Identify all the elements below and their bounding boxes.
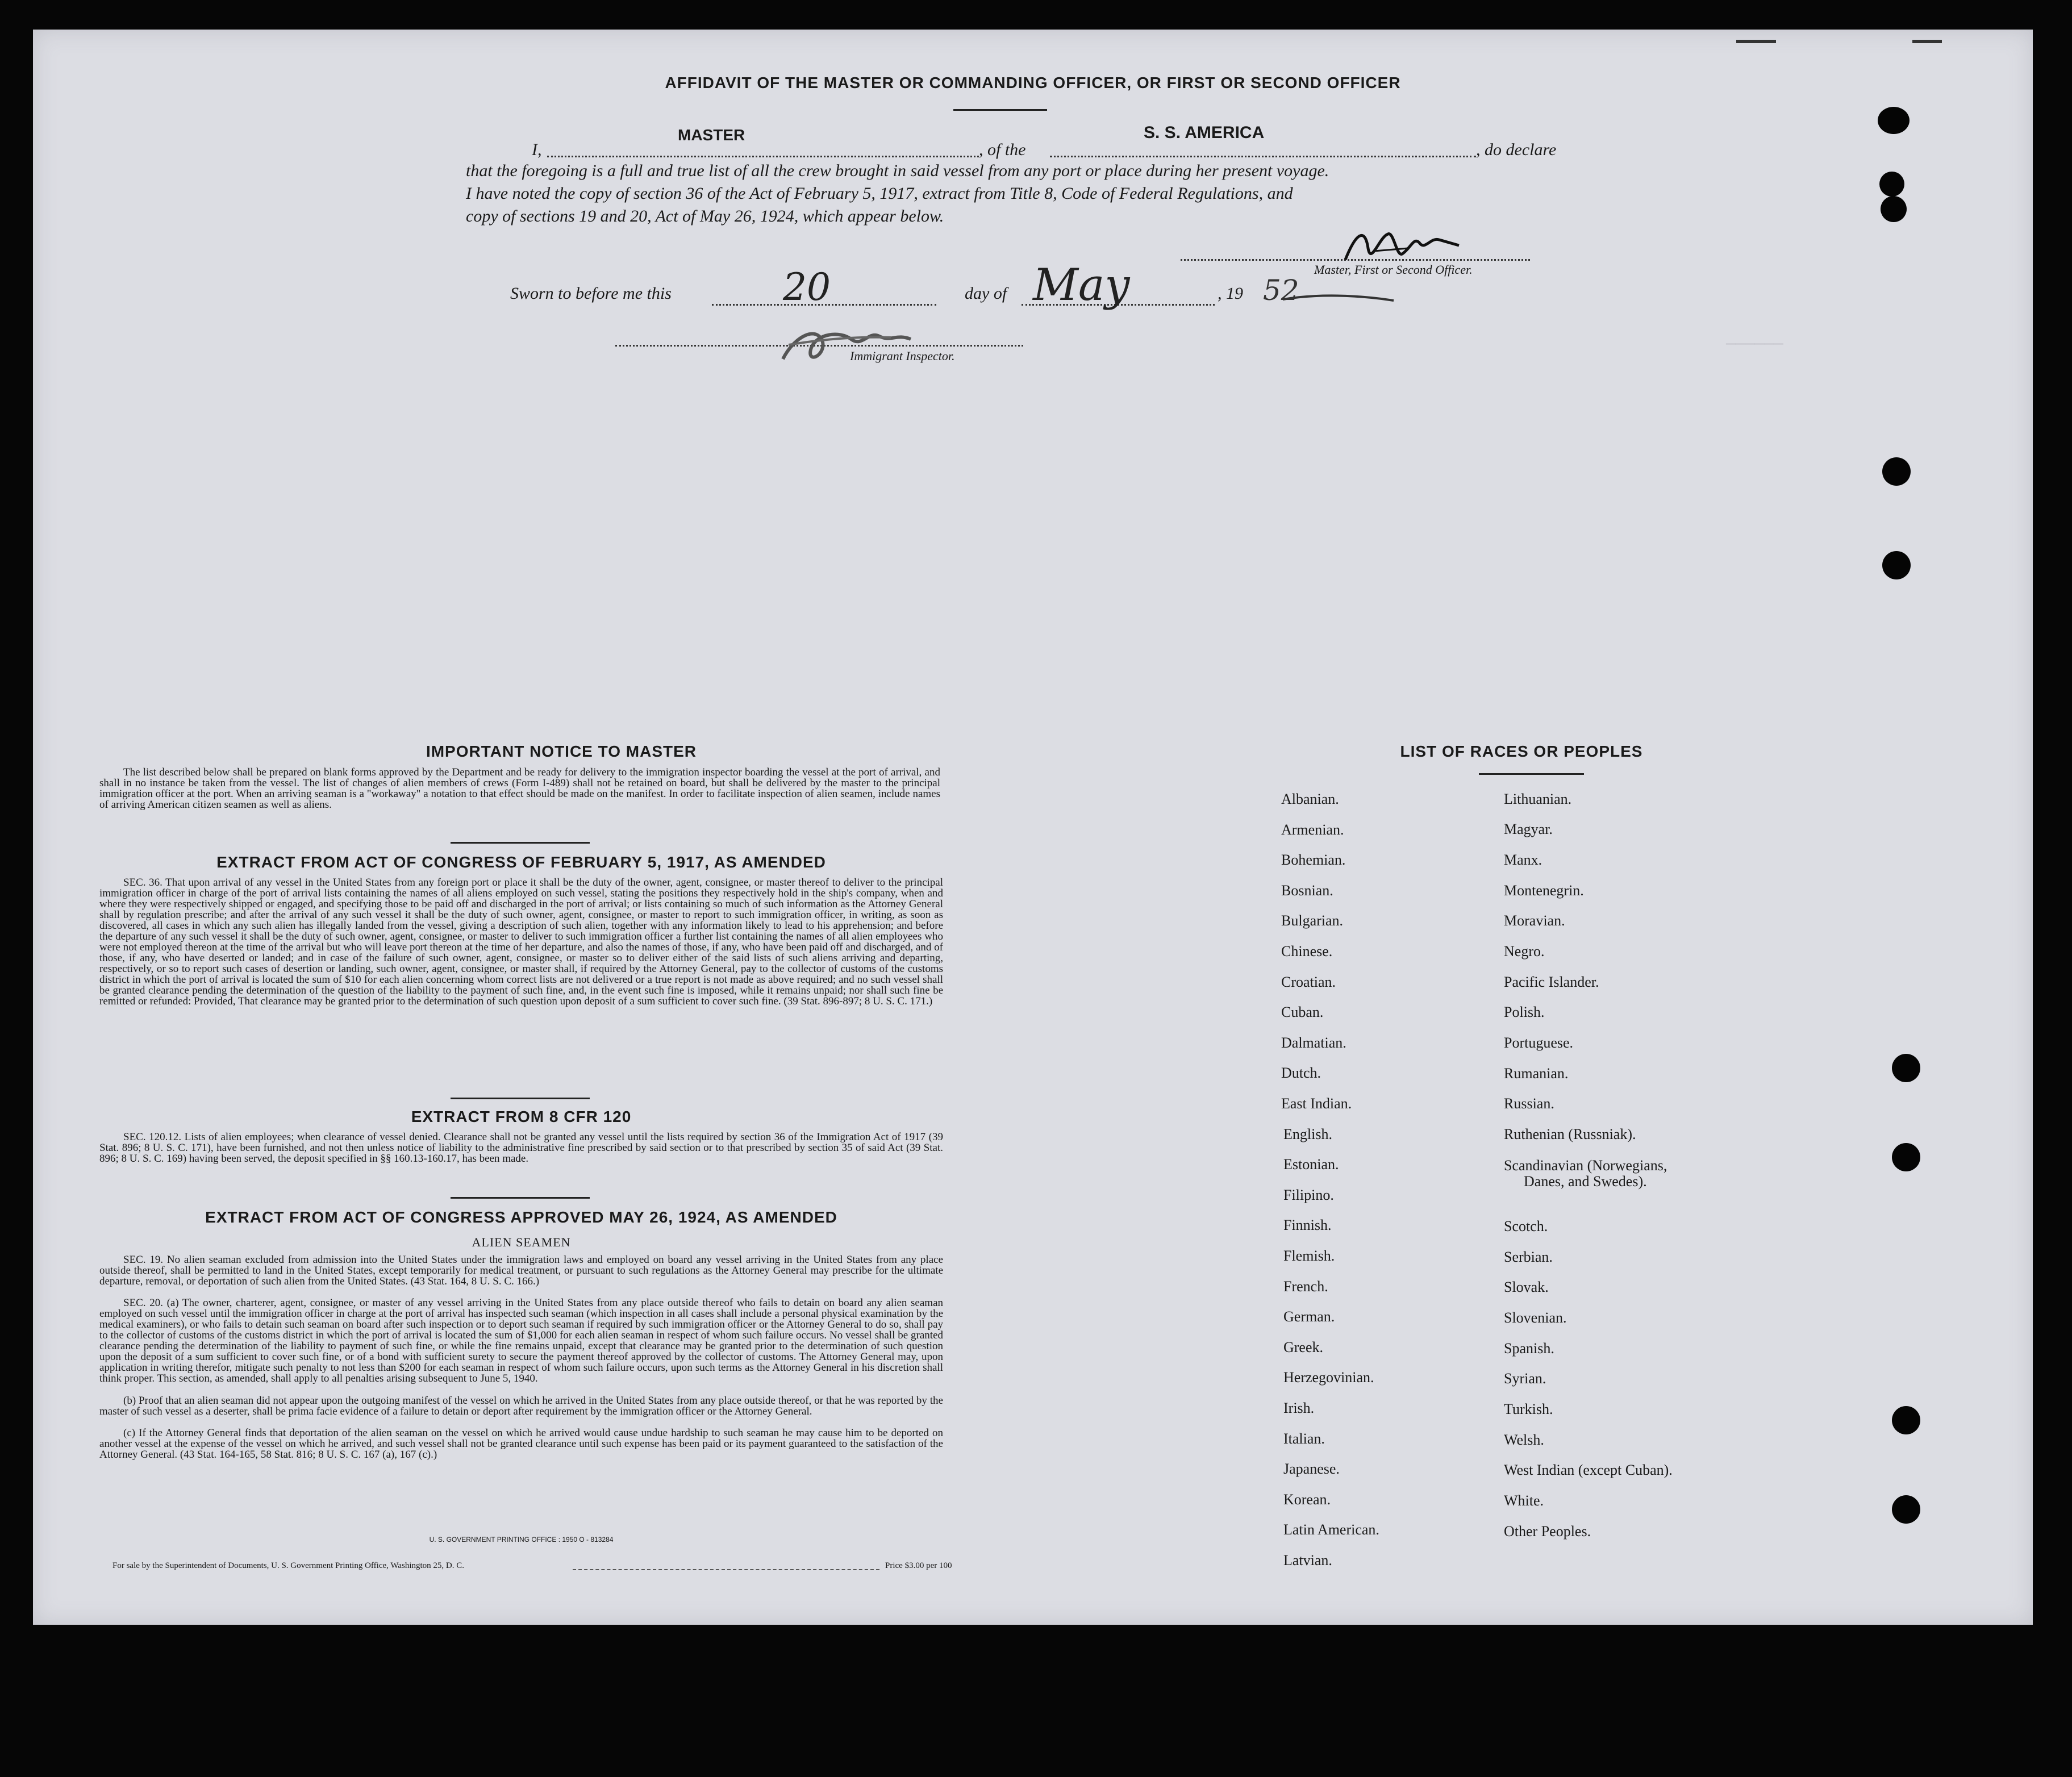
of-the-label: , of the — [979, 140, 1026, 159]
rule-1 — [451, 842, 590, 844]
race-item: Estonian. — [1283, 1156, 1339, 1173]
race-item: Korean. — [1283, 1491, 1331, 1508]
punch-hole — [1892, 1143, 1920, 1171]
extract-1924-sec20c: (c) If the Attorney General finds that deportation of the alien seaman on the vessel on which he arrived would cause undue hardship to such seaman he may cause him to be deported on another vessel at the expense of the vessel on which he arrived, and such vessel shall not be granted clearance until such expense has been paid or its payment guaranteed to the satisfaction of the Attorney General. (43 Stat. 164-165, 58 Stat. 816; 8 U. S. C. 167 (a), 167 (c).) — [99, 1427, 943, 1461]
race-item: White. — [1504, 1492, 1544, 1509]
race-item: Pacific Islander. — [1504, 974, 1599, 990]
race-item: Bulgarian. — [1281, 912, 1344, 929]
race-item: Ruthenian (Russniak). — [1504, 1126, 1636, 1142]
day-value: 20 — [783, 265, 831, 309]
corner-mark-2 — [1912, 40, 1942, 43]
race-item: Italian. — [1283, 1430, 1325, 1447]
race-item: English. — [1283, 1125, 1332, 1142]
year-value: 52 — [1263, 274, 1299, 307]
sworn-label: Sworn to before me this — [510, 284, 672, 303]
day-of-label: day of — [965, 284, 1007, 303]
race-item: Turkish. — [1504, 1401, 1553, 1417]
race-item: Spanish. — [1504, 1340, 1554, 1357]
rule-2 — [451, 1098, 590, 1099]
punch-hole — [1881, 196, 1907, 222]
race-item: Scotch. — [1504, 1218, 1548, 1234]
punch-hole — [1892, 1495, 1920, 1524]
extract-cfr-title: EXTRACT FROM 8 CFR 120 — [411, 1108, 632, 1125]
race-item: Other Peoples. — [1504, 1523, 1591, 1540]
extract-cfr-body: SEC. 120.12. Lists of alien employees; when clearance of vessel denied. Clearance shall not be granted any vessel until the lists required by section 36 of the Immigration Act of 1917 (39 Stat. 896; 8 U. S. C. 171), have been furnished, and not then unless notice of liability to the administrative fine prescribed by said section or to that prescribed by section 35 of said Act (39 Stat. 896; 8 U. S. C. 169) having been served, the deposit specified in §§ 160.13-160.17, has been made. — [99, 1131, 943, 1165]
race-item: East Indian. — [1281, 1095, 1352, 1112]
extract-1924-sec20a: SEC. 20. (a) The owner, charterer, agent, consignee, or master of any vessel arriving in the United States from any place outside thereof who fails to detain on board any alien seaman employed on such vessel until the immigration officer in charge at the port of arrival has inspected such seaman (which inspection in all cases shall include a personal physical examination by the medical examiners), or who fails to detain such seaman on board after such inspection or to deport such seaman if required by such immigration officer or the Attorney General to do so, shall pay to the collector of customs of the customs district in which the port of arrival is located the sum of $1,000 for each alien seaman in respect of whom such failure occurs. No vessel shall be granted clearance pending the determination of the liability to payment of such fine, or while the fine remains unpaid, except that clearance may be granted prior to the determination of such question upon the deposit of a sum sufficient to cover such fine, or of a bond with sufficient surety to secure the payment thereof approved by the collector of customs. The Attorney General may, upon application in writing therefor, mitigate such penalty to not less than $200 for each seaman in respect of whom such failure occurs, upon such terms as the Attorney General in his discretion shall think proper. This section, as amended, shall apply to all penalties arising subsequent to June 5, 1940. — [99, 1297, 943, 1384]
inspector-caption: Immigrant Inspector. — [850, 349, 955, 363]
race-item: German. — [1283, 1308, 1335, 1325]
race-item: Flemish. — [1283, 1248, 1335, 1264]
race-item: Dutch. — [1281, 1065, 1321, 1082]
master-value: MASTER — [678, 126, 745, 144]
race-item: Moravian. — [1504, 912, 1565, 929]
race-item: Slovenian. — [1504, 1309, 1567, 1326]
printing-office-note: U. S. GOVERNMENT PRINTING OFFICE : 1950 O - 813284 — [429, 1536, 614, 1544]
extract-1924-title: EXTRACT FROM ACT OF CONGRESS APPROVED MAY 26, 1924, AS AMENDED — [205, 1208, 837, 1226]
punch-hole — [1878, 107, 1910, 134]
race-item: Serbian. — [1504, 1249, 1553, 1265]
race-item: Herzegovinian. — [1283, 1369, 1374, 1386]
rule-3 — [451, 1197, 590, 1199]
race-item: Albanian. — [1281, 791, 1339, 807]
extract-1917-body: SEC. 36. That upon arrival of any vessel in the United States from any foreign port or place it shall be the duty of the owner, agent, consignee, or master thereof to deliver to the principal immigration officer in charge of the port of arrival lists containing the names of all aliens employed on such vessel, stating the positions they respectively hold in the ship's company, when and where they were respectively shipped or engaged, and specifying those to be paid off and discharged in the port of arrival; or lists containing so much of such information as the Attorney General shall by regulation prescribe; and after the arrival of any such vessel it shall be the duty of such owner, agent, consignee, or master to report to such immigration officer, in writing, as soon as discovered, all cases in which any such alien has illegally landed from the vessel, giving a description of such alien, together with any information likely to lead to his apprehension; and before the departure of any such vessel it shall be the duty of such owner, agent, consignee, or master to deliver to such immigration officer a further list containing the names of all alien employees who were not employed thereon at the time of the arrival but who will leave port thereon at the time of her departure, and also the names of those, if any, who have been paid off and discharged, and of those, if any, who have deserted or landed; and in case of the failure of such owner, agent, consignee, or master so to deliver either of the said lists of such aliens arriving and departing, respectively, or so to report such cases of desertion or landing, such owner, agent, consignee, or master shall, if required by the Attorney General, pay to the collector of customs of the customs district in which the port of arrival is located the sum of $10 for each alien concerning whom correct lists are not delivered or a true report is not made as above required; and no such vessel shall be granted clearance pending the determination of the question of the liability to the payment of such fine, and, in the event such fine is imposed, while it remains unpaid; nor shall such fine be remitted or refunded: Provided, That clearance may be granted prior to the determination of such question upon deposit of a sum sufficient to cover such fine. (39 Stat. 896-897; 8 U. S. C. 171.) — [99, 877, 943, 1007]
name-field-line — [547, 156, 979, 157]
race-item: Dalmatian. — [1281, 1034, 1346, 1051]
affidavit-body-line-1: that the foregoing is a full and true list of all the crew brought in said vessel from any port or place during her present voyage. — [466, 161, 1329, 180]
race-item: Scandinavian (Norwegians, — [1504, 1157, 1667, 1174]
footer-right: Price $3.00 per 100 — [885, 1561, 952, 1570]
corner-mark — [1736, 40, 1776, 43]
year-flourish — [1283, 288, 1396, 305]
race-item: Irish. — [1283, 1400, 1315, 1416]
punch-hole — [1882, 551, 1911, 579]
race-item: Portuguese. — [1504, 1035, 1574, 1051]
race-item: French. — [1283, 1278, 1328, 1295]
races-title-rule — [1479, 773, 1584, 775]
race-item: Magyar. — [1504, 821, 1553, 837]
extract-1917-title: EXTRACT FROM ACT OF CONGRESS OF FEBRUARY 5, 1917, AS AMENDED — [216, 853, 826, 871]
race-item: Cuban. — [1281, 1004, 1324, 1021]
master-signature-caption: Master, First or Second Officer. — [1314, 262, 1473, 277]
year-prefix: , 19 — [1218, 284, 1243, 303]
race-item: Latvian. — [1283, 1552, 1332, 1569]
race-item: Rumanian. — [1504, 1065, 1569, 1082]
bleed-through: ────── — [1726, 336, 1783, 354]
races-title: LIST OF RACES OR PEOPLES — [1400, 742, 1643, 760]
race-item: Finnish. — [1283, 1217, 1332, 1234]
race-item: Chinese. — [1281, 943, 1333, 960]
race-item: Polish. — [1504, 1004, 1545, 1020]
race-item: Bosnian. — [1281, 882, 1333, 899]
race-item: Bohemian. — [1281, 852, 1346, 869]
race-item: Manx. — [1504, 852, 1542, 868]
race-item: West Indian (except Cuban). — [1504, 1462, 1673, 1478]
inspector-signature — [772, 314, 959, 376]
race-item: Slovak. — [1504, 1279, 1549, 1295]
race-item: Lithuanian. — [1504, 791, 1572, 807]
race-item: Negro. — [1504, 943, 1545, 960]
vessel-field-line — [1050, 156, 1476, 157]
race-item: Welsh. — [1504, 1432, 1544, 1448]
month-value: May — [1033, 260, 1130, 311]
race-item: Croatian. — [1281, 973, 1336, 990]
title-rule — [953, 109, 1047, 111]
notice-title: IMPORTANT NOTICE TO MASTER — [426, 742, 697, 760]
race-item: Greek. — [1283, 1338, 1324, 1355]
race-item: Syrian. — [1504, 1370, 1546, 1387]
punch-hole — [1879, 172, 1904, 197]
race-item: Montenegrin. — [1504, 882, 1584, 899]
punch-hole — [1892, 1054, 1920, 1082]
extract-1924-subtitle: ALIEN SEAMEN — [472, 1235, 571, 1249]
footer-leader — [573, 1569, 879, 1570]
punch-hole — [1892, 1406, 1920, 1434]
vessel-value: S. S. AMERICA — [1144, 123, 1265, 142]
declare-label: , do declare — [1476, 140, 1557, 159]
race-item: Russian. — [1504, 1095, 1554, 1112]
race-item: Japanese. — [1283, 1461, 1340, 1478]
affidavit-title: AFFIDAVIT OF THE MASTER OR COMMANDING OFFICER, OR FIRST OR SECOND OFFICER — [665, 74, 1401, 91]
notice-body: The list described below shall be prepared on blank forms approved by the Department and be ready for delivery to the immigration inspector boarding the vessel at the port of arrival, and shall in no instance be taken from the vessel. The list of changes of alien members of crews (Form I-489) shall not be retained on board, but shall be delivered by the master to the principal immigration officer at the port. When an arriving seaman is a "workaway" a notation to that effect should be made on the manifest. In order to facilitate inspection of alien seamen, include names of arriving American citizen seamen as well as aliens. — [99, 766, 940, 811]
race-item: Filipino. — [1283, 1186, 1334, 1203]
i-label: I, — [532, 140, 542, 159]
punch-hole — [1882, 457, 1911, 486]
extract-1924-sec19: SEC. 19. No alien seaman excluded from admission into the United States under the immigration laws and employed on board any vessel arriving in the United States from any place outside thereof, shall be permitted to land in the United States, except temporarily for medical treatment, or pursuant to such regulations as the Attorney General may prescribe for the ultimate departure, removal, or deportation of such alien from the United States. (43 Stat. 164, 8 U. S. C. 166.) — [99, 1254, 943, 1287]
race-item: Armenian. — [1281, 821, 1344, 838]
affidavit-body-line-3: copy of sections 19 and 20, Act of May 26, 1924, which appear below. — [466, 207, 944, 226]
extract-1924-sec20b: (b) Proof that an alien seaman did not appear upon the outgoing manifest of the vessel on which he arrived in the United States from any place outside thereof, or that he was reported by the master of such vessel as a deserter, shall be prima facie evidence of a failure to detain or deport after requirement by the immigration officer or the Attorney General. — [99, 1395, 943, 1417]
document-page — [33, 30, 2033, 1625]
affidavit-body-line-2: I have noted the copy of section 36 of the Act of February 5, 1917, extract from Title 8, Code of Federal Regulations, and — [466, 184, 1293, 203]
footer-left: For sale by the Superintendent of Documents, U. S. Government Printing Office, Washington 25, D. C. — [112, 1561, 464, 1570]
race-item: Latin American. — [1283, 1521, 1379, 1538]
race-item: Danes, and Swedes). — [1524, 1173, 1647, 1190]
